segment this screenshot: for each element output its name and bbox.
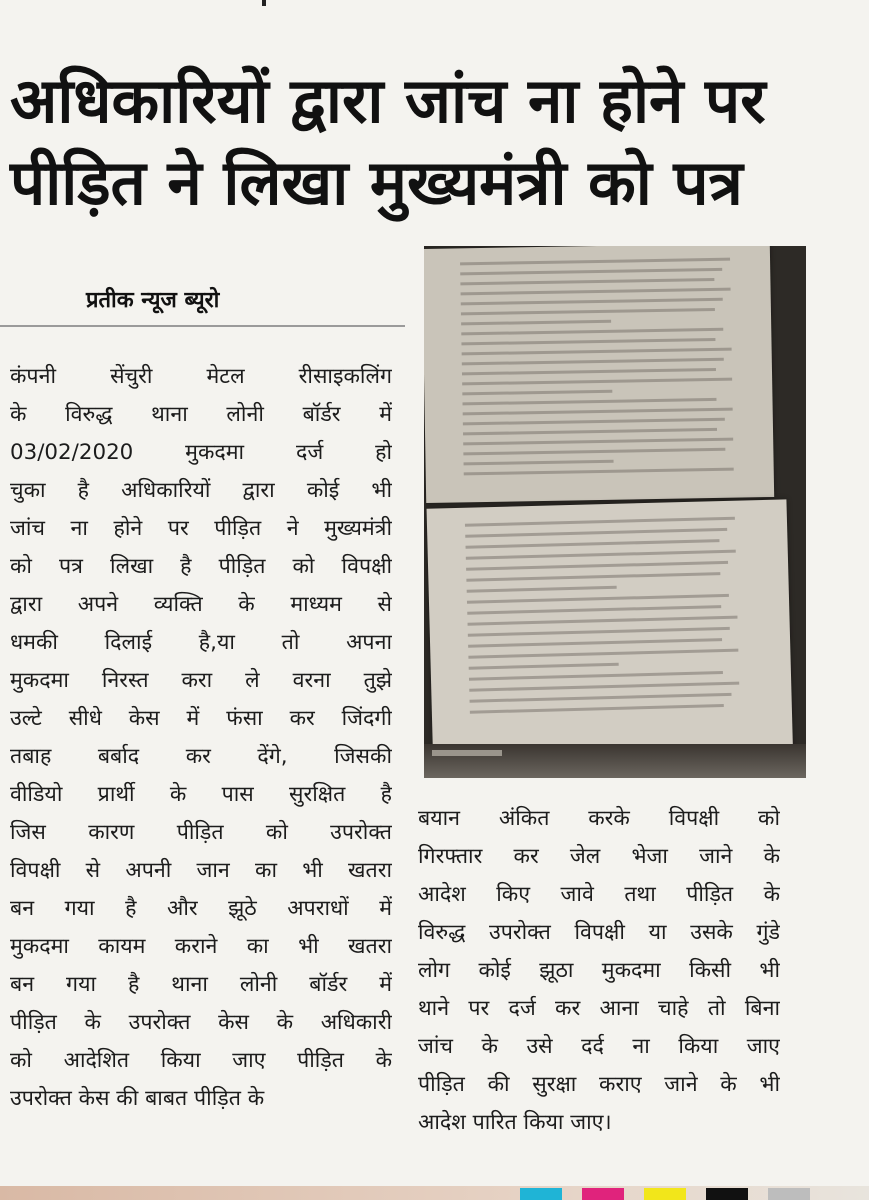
article-line: जांच ना होने पर पीड़ित ने मुख्यमंत्री: [10, 516, 392, 541]
article-line: पीड़ित की सुरक्षा कराए जाने के भी: [418, 1072, 780, 1097]
article-line: आदेश किए जावे तथा पीड़ित के: [418, 882, 780, 907]
headline: [10, 60, 860, 224]
letter-text-line: [461, 298, 723, 306]
letter-text-line: [466, 550, 736, 560]
article-line: वीडियो प्रार्थी के पास सुरक्षित है: [10, 782, 392, 807]
letter-text-line: [469, 682, 739, 692]
headline-line-1: अधिकारियों द्वारा जांच ना होने पर: [10, 64, 766, 137]
letter-text-line: [464, 468, 734, 476]
article-line: लोग कोई झूठा मुकदमा किसी भी: [418, 958, 780, 983]
article-column-2: [418, 800, 780, 1142]
letter-photo: [424, 246, 806, 778]
letter-text-line: [469, 663, 619, 670]
article-line: को आदेशित किया जाए पीड़ित के: [10, 1048, 392, 1073]
letter-text-line: [468, 638, 722, 648]
article-line: पीड़ित के उपरोक्त केस के अधिकारी: [10, 1010, 392, 1035]
article-line: कंपनी सेंचुरी मेटल रीसाइकलिंग: [10, 364, 392, 389]
letter-text-line: [461, 338, 715, 345]
article-line: उपरोक्त केस की बाबत पीड़ित के: [10, 1086, 265, 1111]
letter-text-line: [462, 390, 612, 396]
article-line: थाने पर दर्ज कर आना चाहे तो बिना: [418, 996, 780, 1021]
divider: [0, 325, 405, 327]
article-line: जिस कारण पीड़ित को उपरोक्त: [10, 820, 392, 845]
swatch-cyan: [520, 1188, 562, 1200]
article-line: को पत्र लिखा है पीड़ित को विपक्षी: [10, 554, 392, 579]
swatch-yellow: [644, 1188, 686, 1200]
letter-text-line: [462, 368, 716, 375]
article-line: धमकी दिलाई है,या तो अपना: [10, 630, 392, 655]
article-line: जांच के उसे दर्द ना किया जाए: [418, 1034, 780, 1059]
letter-text-line: [461, 328, 723, 336]
article-line: चुका है अधिकारियों द्वारा कोई भी: [10, 478, 392, 503]
letter-text-line: [461, 288, 731, 296]
article-column-1: [10, 358, 392, 1118]
letter-text-line: [470, 704, 724, 714]
letter-text-line: [460, 278, 714, 285]
letter-text-line: [460, 268, 722, 276]
letter-text-line: [469, 671, 723, 681]
letter-text-line: [460, 258, 730, 266]
letter-text-line: [461, 308, 715, 315]
article-line: गिरफ्तार कर जेल भेजा जाने के: [418, 844, 780, 869]
letter-text-line: [462, 348, 732, 356]
article-line: के विरुद्ध थाना लोनी बॉर्डर में: [10, 402, 392, 427]
letter-text-line: [467, 586, 617, 593]
article-line: बन गया है और झूठे अपराधों में: [10, 896, 392, 921]
letter-text-line: [463, 408, 733, 416]
letter-text-line: [464, 460, 614, 466]
letter-page-1: [424, 246, 774, 503]
article-line: 03/02/2020 मुकदमा दर्ज हो: [10, 440, 392, 465]
letter-page-2: [427, 499, 794, 778]
headline-line-2: पीड़ित ने लिखा मुख्यमंत्री को पत्र: [10, 146, 743, 219]
swatch-grey: [768, 1188, 810, 1200]
letter-text-line: [463, 418, 725, 426]
article-line: मुकदमा निरस्त करा ले वरना तुझे: [10, 668, 392, 693]
article-line: बयान अंकित करके विपक्षी को: [418, 806, 780, 831]
letter-text-line: [463, 438, 733, 446]
letter-text-line: [468, 627, 730, 637]
letter-text-line: [466, 561, 728, 571]
letter-text-line: [463, 448, 725, 456]
letter-text-line: [461, 320, 611, 326]
swatch-black: [706, 1188, 748, 1200]
letter-text-line: [466, 539, 720, 549]
letter-text-line: [462, 398, 716, 405]
article-line: आदेश पारित किया जाए।: [418, 1110, 612, 1135]
letter-text-line: [462, 358, 724, 366]
letter-text-line: [466, 572, 720, 582]
letter-text-line: [462, 378, 732, 386]
photo-caption-mark: [432, 750, 502, 756]
article-line: मुकदमा कायम कराने का भी खतरा: [10, 934, 392, 959]
article-line: विरुद्ध उपरोक्त विपक्षी या उसके गुंडे: [418, 920, 780, 945]
letter-text-line: [467, 605, 721, 615]
article-line: उल्टे सीधे केस में फंसा कर जिंदगी: [10, 706, 392, 731]
letter-text-line: [465, 517, 735, 527]
letter-text-line: [468, 616, 738, 626]
article-line: द्वारा अपने व्यक्ति के माध्यम से: [10, 592, 392, 617]
letter-text-line: [468, 649, 738, 659]
letter-text-line: [463, 428, 717, 435]
article-line: विपक्षी से अपनी जान का भी खतरा: [10, 858, 392, 883]
letter-text-line: [467, 594, 729, 604]
letter-text-line: [465, 528, 727, 538]
byline: प्रतीक न्यूज ब्यूरो: [86, 288, 220, 313]
print-mark: [262, 0, 266, 6]
article-line: बन गया है थाना लोनी बॉर्डर में: [10, 972, 392, 997]
photo-footer: [424, 744, 806, 778]
article-line: तबाह बर्बाद कर देंगे, जिसकी: [10, 744, 392, 769]
letter-text-line: [470, 693, 732, 703]
swatch-magenta: [582, 1188, 624, 1200]
